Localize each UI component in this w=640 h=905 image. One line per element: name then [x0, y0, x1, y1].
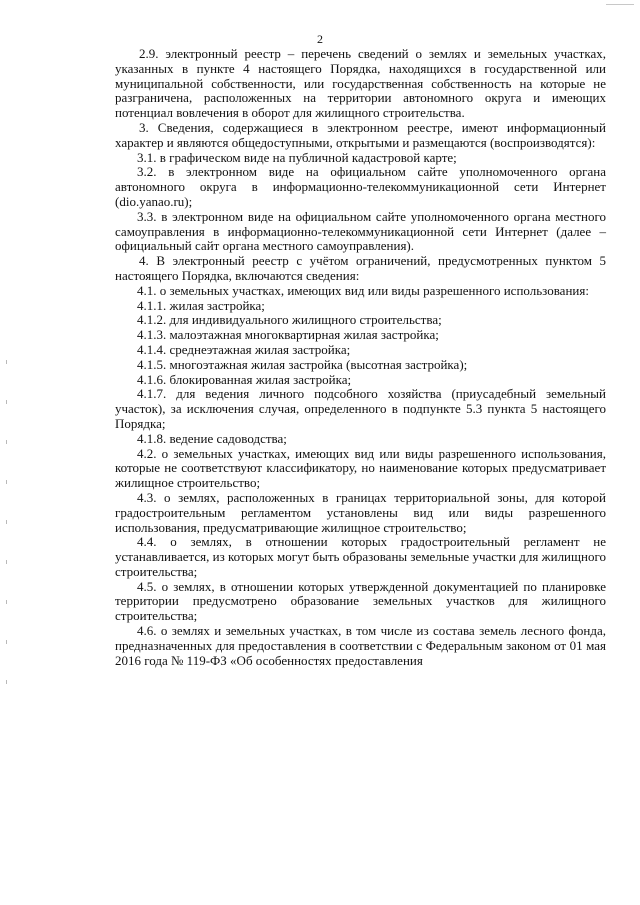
paragraph: 4.1.8. ведение садоводства;	[137, 430, 287, 446]
paragraph: 4.1.3. малоэтажная многоквартирная жилая застройка;	[137, 327, 439, 343]
scan-dot	[6, 520, 7, 524]
paragraph: 3.2. в электронном виде на официальном сайте уполномоченного органа автономного округа в информационно-телекоммуникационной сети Интернет (dio.yanao.ru);	[115, 164, 606, 209]
paragraph: 3.1. в графическом виде на публичной кадастровой карте;	[137, 149, 457, 165]
document-body	[115, 47, 606, 668]
paragraph: 4.1. о земельных участках, имеющих вид или виды разрешенного использования:	[137, 282, 589, 298]
paragraph: 4. В электронный реестр с учётом ограничений, предусмотренных пунктом 5 настоящего Порядка, включаются сведения:	[115, 253, 606, 283]
paragraph: 4.5. о землях, в отношении которых утвержденной документацией по планировке территории предусмотрено образование земельных участков для жилищного строительства;	[115, 578, 606, 624]
paragraph: 4.3. о землях, расположенных в границах территориальной зоны, для которой градостроительным регламентом установлены вид или виды разрешенного использования, предусматривающие жилищное строительство;	[115, 489, 606, 535]
paragraph: 4.1.6. блокированная жилая застройка;	[137, 371, 352, 387]
paragraph: 4.1.1. жилая застройка;	[137, 297, 265, 313]
scan-dot	[6, 360, 7, 364]
margin-marks	[6, 360, 8, 720]
paragraph: 4.1.2. для индивидуального жилищного строительства;	[137, 312, 442, 328]
scan-dot	[6, 640, 7, 644]
page-number: 2	[317, 32, 323, 46]
scan-dot	[6, 400, 7, 404]
paragraph: 4.6. о землях и земельных участках, в том числе из состава земель лесного фонда, предназначенных для предоставления в соответствии с Федеральным законом от 01 мая 2016 года № 119-ФЗ «Об особенностях предоставления	[115, 623, 606, 668]
scan-dot	[6, 480, 7, 484]
scan-mark	[606, 4, 634, 5]
scan-dot	[6, 600, 7, 604]
paragraph: 4.2. о земельных участках, имеющих вид или виды разрешенного использования, которые не соответствуют классификатору, но наименование которых предусматривает жилищное строительство;	[115, 445, 606, 491]
scan-dot	[6, 560, 7, 564]
scan-dot	[6, 440, 7, 444]
scan-dot	[6, 680, 7, 684]
paragraph: 4.1.7. для ведения личного подсобного хозяйства (приусадебный земельный участок), за исключения случая, определенного в подпункте 5.3 пункта 5 настоящего Порядка;	[115, 386, 606, 431]
paragraph: 4.1.4. среднеэтажная жилая застройка;	[137, 341, 351, 357]
paragraph: 3.3. в электронном виде на официальном сайте уполномоченного органа местного самоуправления в информационно-телекоммуникационной сети Интернет (далее – официальный сайт органа местного самоуправления).	[115, 208, 606, 254]
paragraph: 2.9. электронный реестр – перечень сведений о землях и земельных участках, указанных в пункте 4 настоящего Порядка, находящихся в государственной или муниципальной собственности, или государственная собственность на которые не разграничена, расположенных на территории автономного округа и имеющих потенциал вовлечения в оборот для жилищного строительства.	[115, 46, 606, 121]
paragraph: 4.4. о землях, в отношении которых градостроительный регламент не устанавливается, из которых могут быть образованы земельные участки для жилищного строительства;	[115, 534, 606, 579]
paragraph: 3. Сведения, содержащиеся в электронном реестре, имеют информационный характер и являются общедоступными, открытыми и размещаются (воспроизводятся):	[115, 119, 606, 150]
paragraph: 4.1.5. многоэтажная жилая застройка (высотная застройка);	[137, 356, 468, 372]
